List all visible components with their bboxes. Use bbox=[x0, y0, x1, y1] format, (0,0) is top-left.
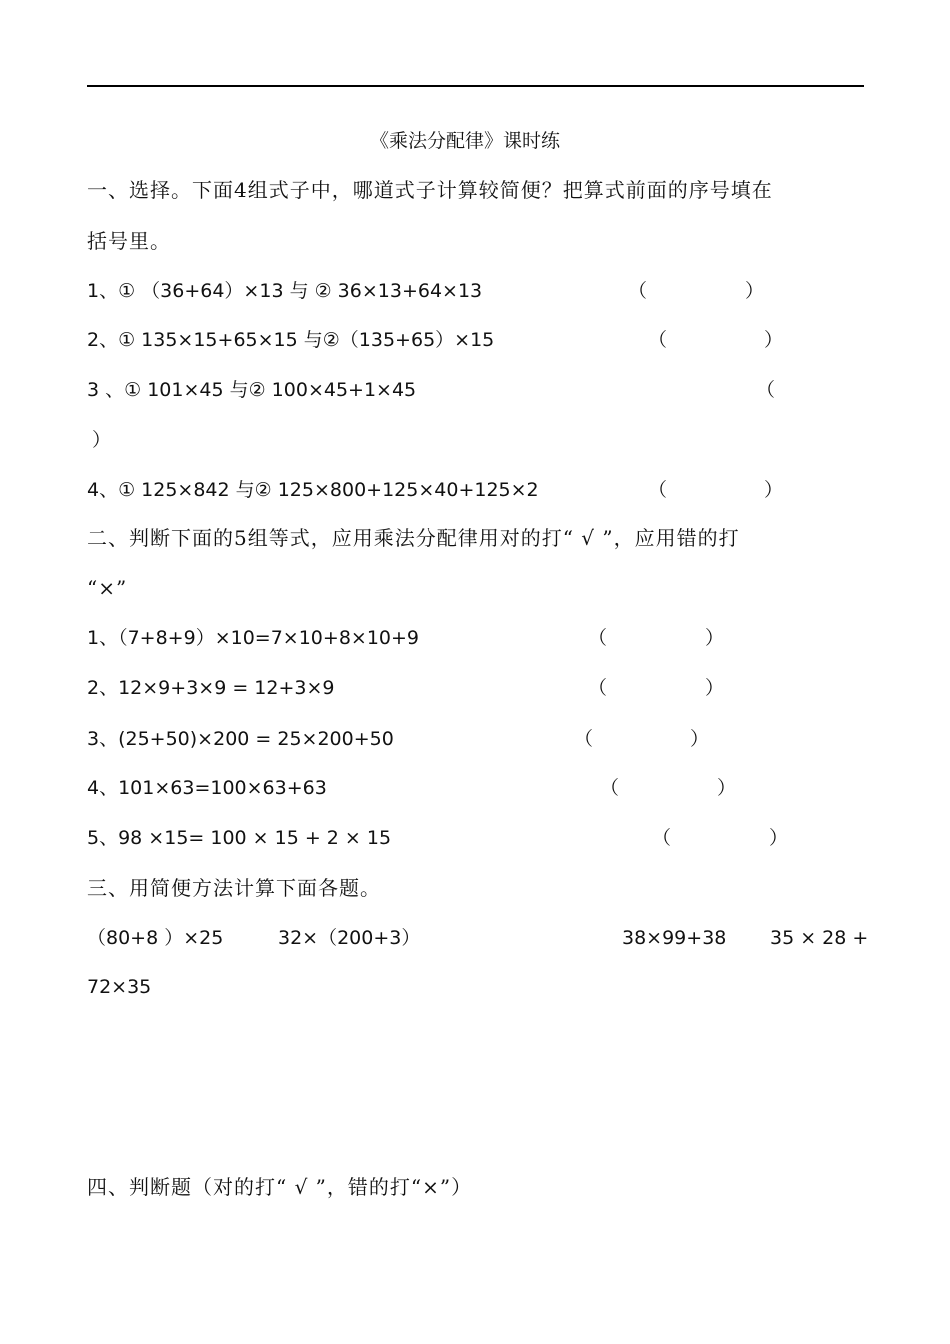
s1-answer-3-open[interactable]: （ bbox=[756, 379, 776, 401]
s1-answer-4-close: ） bbox=[764, 479, 784, 501]
s2-answer-3-open[interactable]: （ bbox=[574, 728, 594, 750]
header-rule bbox=[87, 85, 864, 87]
s2-answer-3-close: ） bbox=[690, 728, 710, 750]
s1-answer-1-open[interactable]: （ bbox=[628, 280, 648, 302]
s2-answer-2-open[interactable]: （ bbox=[588, 677, 608, 699]
s2-item-5: 5、98 ×15= 100 × 15 + 2 × 15 bbox=[87, 827, 392, 849]
s2-answer-4-close: ） bbox=[717, 777, 737, 799]
s1-answer-4-open[interactable]: （ bbox=[648, 479, 668, 501]
s1-item-3: 3 、① 101×45 与② 100×45+1×45 bbox=[87, 379, 417, 401]
s3-problem-3: 38×99+38 bbox=[622, 927, 727, 949]
s2-item-3: 3、(25+50)×200 = 25×200+50 bbox=[87, 728, 394, 750]
s3-problem-4-part2: 72×35 bbox=[87, 976, 152, 998]
s1-answer-2-open[interactable]: （ bbox=[648, 329, 668, 351]
s2-answer-1-open[interactable]: （ bbox=[588, 627, 608, 649]
s2-answer-5-open[interactable]: （ bbox=[652, 827, 672, 849]
s2-item-2: 2、12×9+3×9 = 12+3×9 bbox=[87, 677, 335, 699]
s1-answer-2-close: ） bbox=[764, 329, 784, 351]
s2-answer-5-close: ） bbox=[769, 827, 789, 849]
s2-item-1: 1、（7+8+9）×10=7×10+8×10+9 bbox=[87, 627, 420, 649]
section2-heading: 二、判断下面的5组等式，应用乘法分配律用对的打“ √ ”，应用错的打 bbox=[87, 526, 740, 550]
s1-item-4: 4、① 125×842 与② 125×800+125×40+125×2 bbox=[87, 479, 539, 501]
s1-answer-3-close: ） bbox=[92, 429, 112, 451]
section1-heading: 一、选择。下面4组式子中，哪道式子计算较简便？把算式前面的序号填在 bbox=[87, 178, 773, 202]
s2-item-4: 4、101×63=100×63+63 bbox=[87, 777, 327, 799]
s3-problem-2: 32×（200+3） bbox=[278, 927, 421, 949]
section3-heading: 三、用简便方法计算下面各题。 bbox=[87, 876, 381, 900]
page-title: 《乘法分配律》课时练 bbox=[370, 130, 561, 152]
section2-heading-cont: “×” bbox=[87, 576, 128, 600]
s3-problem-4-part1: 35 × 28 + bbox=[770, 927, 869, 949]
s1-item-1: 1、① （36+64）×13 与 ② 36×13+64×13 bbox=[87, 280, 483, 302]
s1-answer-1-close: ） bbox=[745, 280, 765, 302]
section1-heading-cont: 括号里。 bbox=[87, 229, 171, 253]
section4-heading: 四、判断题（对的打“ √ ”，错的打“×”） bbox=[87, 1175, 473, 1199]
s2-answer-1-close: ） bbox=[705, 627, 725, 649]
s2-answer-4-open[interactable]: （ bbox=[600, 777, 620, 799]
s2-answer-2-close: ） bbox=[705, 677, 725, 699]
s3-problem-1: （80+8 ）×25 bbox=[87, 927, 224, 949]
s1-item-2: 2、① 135×15+65×15 与②（135+65）×15 bbox=[87, 329, 495, 351]
